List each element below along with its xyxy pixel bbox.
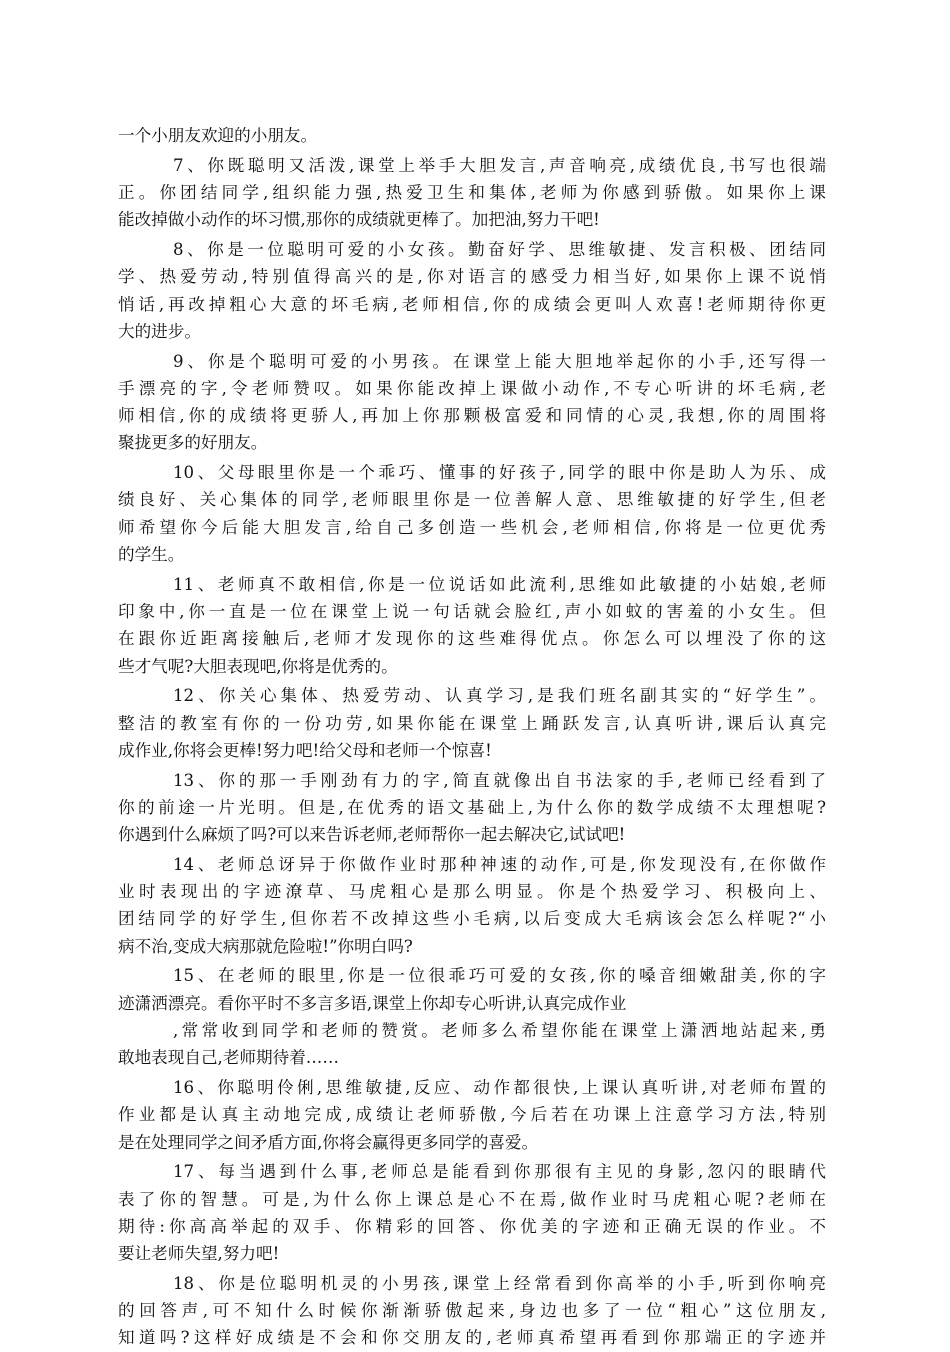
comment-13-line: 你的前途一片光明。但是,在优秀的语文基础上,为什么你的数学成绩不太理想呢? bbox=[118, 797, 826, 817]
comment-8-line: 大的进步。 bbox=[118, 321, 201, 341]
comment-17-line: 表了你的智慧。可是,为什么你上课总是心不在焉,做作业时马虎粗心呢?老师在 bbox=[118, 1189, 826, 1209]
comment-7-line: 7、你既聪明又活泼,课堂上举手大胆发言,声音响亮,成绩优良,书写也很端 bbox=[173, 155, 826, 175]
comment-13-line: 你遇到什么麻烦了吗?可以来告诉老师,老师帮你一起去解决它,试试吧! bbox=[118, 825, 626, 845]
comment-18-line: 18、你是位聪明机灵的小男孩,课堂上经常看到你高举的小手,听到你响亮 bbox=[173, 1273, 826, 1293]
comment-17-line: 期待:你高高举起的双手、你精彩的回答、你优美的字迹和正确无误的作业。不 bbox=[118, 1216, 826, 1236]
comment-10-line: 的学生。 bbox=[118, 545, 185, 565]
comment-14-line: 14、老师总讶异于你做作业时那种神速的动作,可是,你发现没有,在你做作 bbox=[173, 854, 826, 874]
comment-11-line: 11、老师真不敢相信,你是一位说话如此流利,思维如此敏捷的小姑娘,老师 bbox=[173, 574, 826, 594]
comment-10-line: 10、父母眼里你是一个乖巧、懂事的好孩子,同学的眼中你是助人为乐、成 bbox=[173, 463, 826, 483]
comment-12-line: 成作业,你将会更棒!努力吧!给父母和老师一个惊喜! bbox=[118, 740, 492, 760]
comment-11-line: 些才气呢?大胆表现吧,你将是优秀的。 bbox=[118, 656, 398, 676]
comment-16-line: 16、你聪明伶俐,思维敏捷,反应、动作都很快,上课认真听讲,对老师布置的 bbox=[173, 1078, 826, 1097]
comment-15-line: 迹潇洒漂亮。看你平时不多言多语,课堂上你却专心听讲,认真完成作业 bbox=[118, 993, 627, 1013]
comment-18-line: 的回答声,可不知什么时候你渐渐骄傲起来,身边也多了一位“粗心”这位朋友, bbox=[118, 1301, 826, 1321]
comment-12-line: 12、你关心集体、热爱劳动、认真学习,是我们班名副其实的“好学生”。 bbox=[173, 686, 826, 706]
comment-17-line: 17、每当遇到什么事,老师总是能看到你那很有主见的身影,忽闪的眼睛代 bbox=[173, 1162, 826, 1182]
comment-7-line: 能改掉做小动作的坏习惯,那你的成绩就更棒了。加把油,努力干吧! bbox=[118, 210, 600, 230]
comment-16-line: 作业都是认真主动地完成,成绩让老师骄傲,今后若在功课上注意学习方法,特别 bbox=[118, 1105, 826, 1125]
comment-7-line: 正。你团结同学,组织能力强,热爱卫生和集体,老师为你感到骄傲。如果你上课 bbox=[118, 182, 826, 202]
comment-17-line: 要让老师失望,努力吧! bbox=[118, 1244, 280, 1264]
comment-14-line: 团结同学的好学生,但你若不改掉这些小毛病,以后变成大毛病该会怎么样呢?“小 bbox=[118, 909, 826, 929]
document-body bbox=[118, 122, 826, 1352]
comment-9-line: 师相信,你的成绩将更骄人,再加上你那颗极富爱和同情的心灵,我想,你的周围将 bbox=[118, 406, 826, 426]
comment-18-line: 知道吗?这样好成绩是不会和你交朋友的,老师真希望再看到你那端正的字迹并 bbox=[118, 1328, 826, 1348]
comment-13-line: 13、你的那一手刚劲有力的字,简直就像出自书法家的手,老师已经看到了 bbox=[173, 770, 826, 790]
comment-16-line: 是在处理同学之间矛盾方面,你将会赢得更多同学的喜爱。 bbox=[118, 1132, 539, 1152]
comment-8-line: 学、热爱劳动,特别值得高兴的是,你对语言的感受力相当好,如果你上课不说悄 bbox=[118, 267, 826, 287]
comment-12-line: 整洁的教室有你的一份功劳,如果你能在课堂上踊跃发言,认真听讲,课后认真完 bbox=[118, 713, 826, 733]
comment-9-line: 9、你是个聪明可爱的小男孩。在课堂上能大胆地举起你的小手,还写得一 bbox=[173, 351, 826, 371]
comment-15-line: ,常常收到同学和老师的赞赏。老师多么希望你能在课堂上潇洒地站起来,勇 bbox=[173, 1021, 826, 1041]
comment-9-line: 聚拢更多的好朋友。 bbox=[118, 433, 268, 453]
comment-9-line: 手漂亮的字,令老师赞叹。如果你能改掉上课做小动作,不专心听讲的坏毛病,老 bbox=[118, 378, 826, 398]
comment-11-line: 在跟你近距离接触后,老师才发现你的这些难得优点。你怎么可以埋没了你的这 bbox=[118, 629, 826, 649]
comment-14-line: 业时表现出的字迹潦草、马虎粗心是那么明显。你是个热爱学习、积极向上、 bbox=[118, 882, 826, 902]
comment-11-line: 印象中,你一直是一位在课堂上说一句话就会脸红,声小如蚊的害羞的小女生。但 bbox=[118, 602, 826, 621]
comment-15-line: 敢地表现自己,老师期待着…… bbox=[118, 1048, 339, 1068]
comment-14-line: 病不治,变成大病那就危险啦!”你明白吗? bbox=[118, 936, 413, 956]
text-line: 一个小朋友欢迎的小朋友。 bbox=[118, 126, 318, 145]
comment-8-line: 悄话,再改掉粗心大意的坏毛病,老师相信,你的成绩会更叫人欢喜!老师期待你更 bbox=[118, 294, 826, 314]
comment-15-line: 15、在老师的眼里,你是一位很乖巧可爱的女孩,你的嗓音细嫩甜美,你的字 bbox=[173, 966, 826, 986]
comment-10-line: 绩良好、关心集体的同学,老师眼里你是一位善解人意、思维敏捷的好学生,但老 bbox=[118, 490, 826, 510]
comment-10-line: 师希望你今后能大胆发言,给自己多创造一些机会,老师相信,你将是一位更优秀 bbox=[118, 517, 826, 537]
comment-8-line: 8、你是一位聪明可爱的小女孩。勤奋好学、思维敏捷、发言积极、团结同 bbox=[173, 239, 826, 259]
